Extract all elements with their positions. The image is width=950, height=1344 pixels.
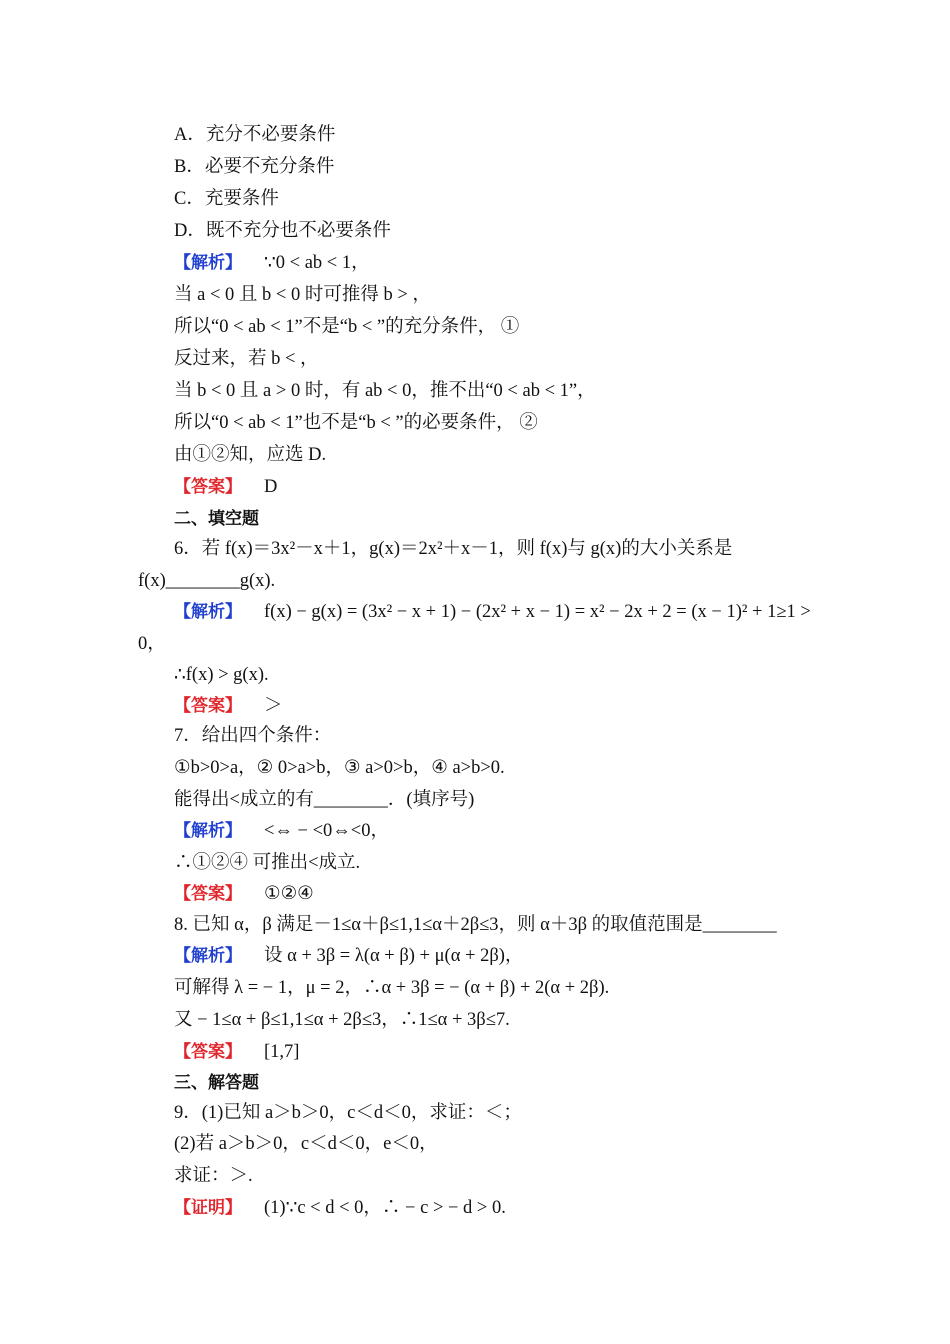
- analysis-text: 设 α + 3β = λ(α + β) + μ(α + 2β)，: [264, 946, 524, 966]
- option-c: C．充要条件: [174, 189, 279, 209]
- analysis-text: <⇔ − <0⇔<0，: [264, 821, 389, 841]
- text-line: 又 − 1≤α + β≤1,1≤α + 2β≤3，∴1≤α + 3β≤7.: [174, 1010, 510, 1030]
- analysis-line: [174, 251, 370, 275]
- answer-tag: 【答案】: [174, 884, 242, 904]
- analysis-tag: 【解析】: [174, 602, 242, 622]
- text-line: ∴①②④ 可推出<成立.: [174, 853, 361, 873]
- answer-line: [174, 694, 283, 718]
- analysis-line: [174, 944, 523, 968]
- answer-text: ＞: [264, 696, 283, 716]
- answer-line: [174, 882, 314, 906]
- proof-tag: 【证明】: [174, 1198, 242, 1218]
- analysis-tag: 【解析】: [174, 253, 242, 273]
- text-line: 当 b < 0 且 a > 0 时，有 ab < 0，推不出“0 < ab < 1”，: [174, 381, 596, 401]
- analysis-line: [174, 819, 389, 843]
- proof-line: [174, 1196, 506, 1220]
- analysis-line: [174, 600, 811, 624]
- option-b: B．必要不充分条件: [174, 157, 335, 177]
- answer-text: ①②④: [264, 884, 314, 904]
- text-line: 所以“0 < ab < 1”也不是“b < ”的必要条件， ②: [174, 413, 538, 433]
- section-heading: 二、填空题: [174, 509, 259, 529]
- answer-tag: 【答案】: [174, 477, 242, 497]
- option-a: A．充分不必要条件: [174, 125, 336, 145]
- text-line: 能得出<成立的有________．(填序号): [174, 790, 475, 810]
- answer-tag: 【答案】: [174, 1042, 242, 1062]
- question-6-blank: f(x)________g(x).: [138, 571, 276, 591]
- question-6: 6．若 f(x)＝3x²－x＋1，g(x)＝2x²＋x－1，则 f(x)与 g(x)的大小关系是: [174, 539, 733, 559]
- option-d: D．既不充分也不必要条件: [174, 221, 391, 241]
- analysis-tag: 【解析】: [174, 821, 242, 841]
- analysis-tag: 【解析】: [174, 946, 242, 966]
- proof-text: (1)∵c < d < 0，∴ − c > − d > 0.: [264, 1198, 506, 1218]
- text-line: 当 a < 0 且 b < 0 时可推得 b > ，: [174, 285, 431, 305]
- answer-tag: 【答案】: [174, 696, 242, 716]
- text-line: (2)若 a＞b＞0，c＜d＜0，e＜0，: [174, 1134, 438, 1154]
- answer-line: [174, 475, 277, 499]
- answer-text: D: [264, 477, 278, 497]
- analysis-text: f(x) − g(x) = (3x² − x + 1) − (2x² + x − 1) = x² − 2x + 2 = (x − 1)² + 1≥1 >: [264, 602, 811, 622]
- text-line: 由①②知，应选 D.: [174, 445, 327, 465]
- text-line: 反过来，若 b < ，: [174, 349, 319, 369]
- question-7: 7．给出四个条件：: [174, 726, 332, 746]
- question-9: 9．(1)已知 a＞b＞0，c＜d＜0，求证：＜；: [174, 1103, 522, 1123]
- text-line: 求证：＞.: [174, 1166, 253, 1186]
- answer-text: [1,7]: [264, 1042, 300, 1062]
- text-line: ①b>0>a，② 0>a>b，③ a>0>b，④ a>b>0.: [174, 758, 505, 778]
- text-line: 可解得 λ = − 1，μ = 2，∴α + 3β = − (α + β) + 2(α + 2β).: [174, 978, 610, 998]
- question-8: 8. 已知 α，β 满足－1≤α＋β≤1,1≤α＋2β≤3，则 α＋3β 的取值范围是________: [174, 915, 777, 935]
- text-line: 所以“0 < ab < 1”不是“b < ”的充分条件， ①: [174, 317, 520, 337]
- answer-line: [174, 1040, 299, 1064]
- text-line: 0，: [138, 634, 166, 654]
- text-line: ∴f(x) > g(x).: [174, 665, 269, 685]
- analysis-text: ∵0 < ab < 1，: [264, 253, 370, 273]
- section-heading: 三、解答题: [174, 1073, 259, 1093]
